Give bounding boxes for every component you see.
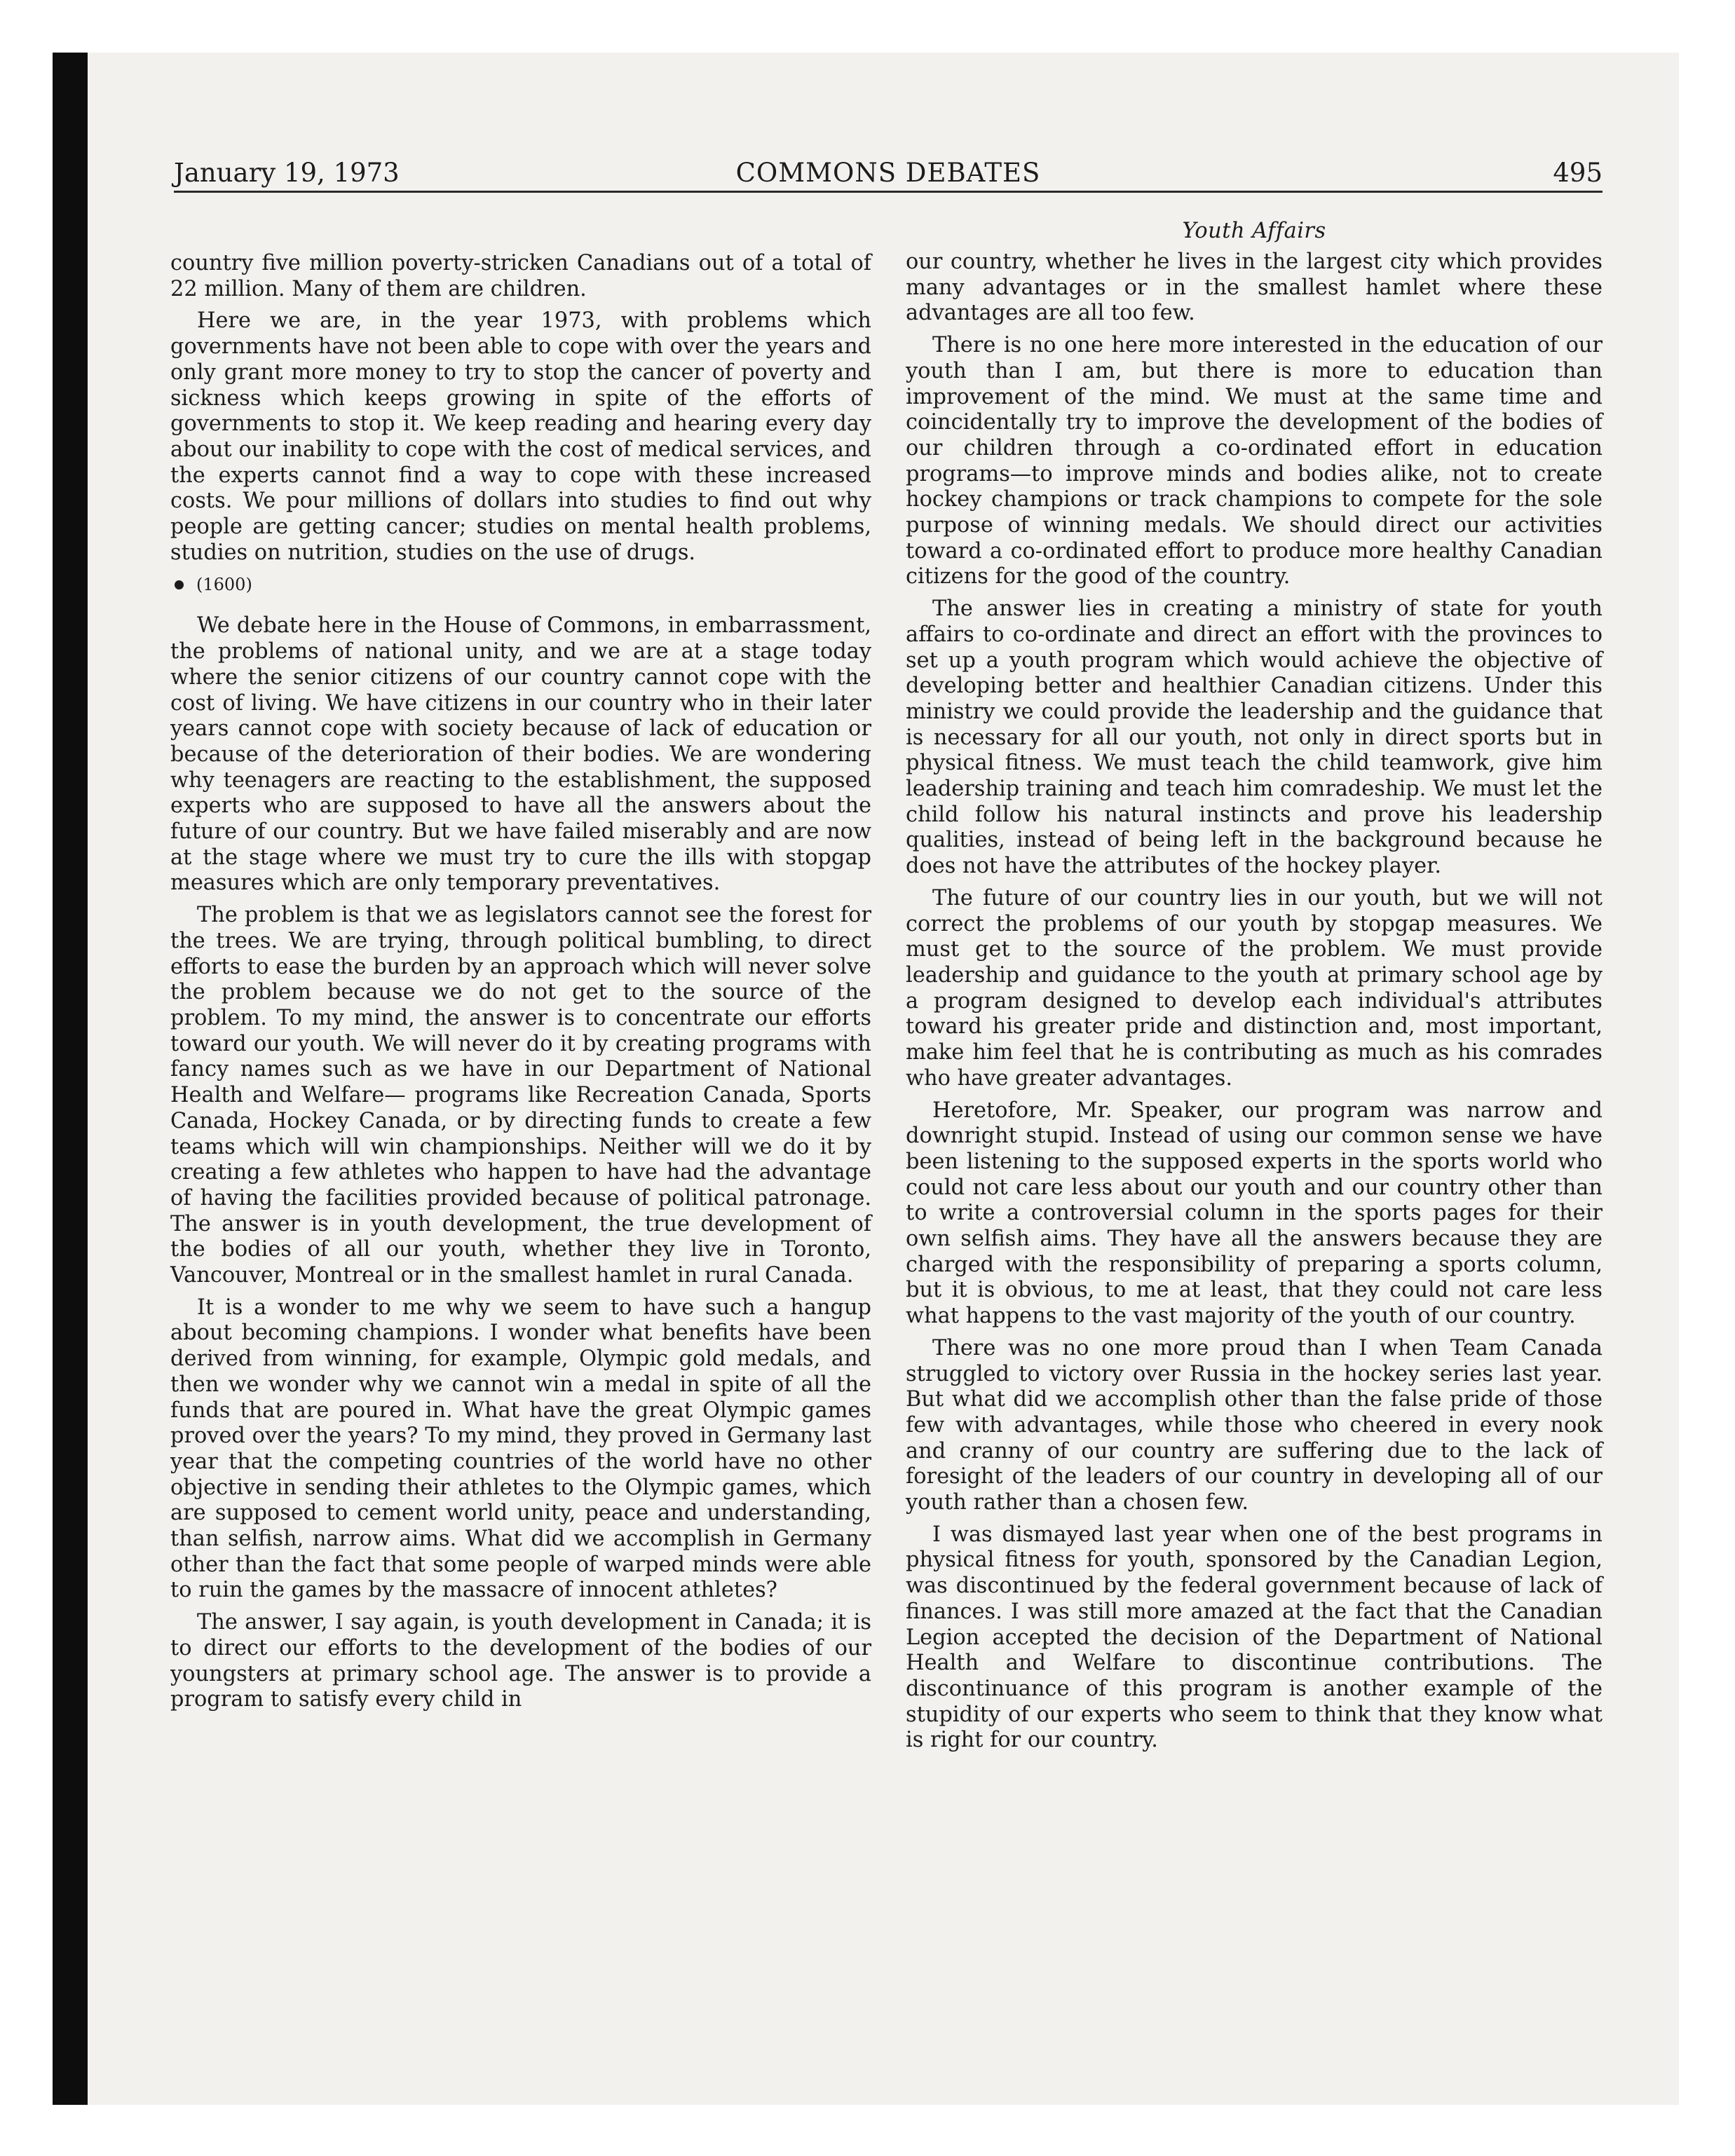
page-header [174,156,1603,193]
right-column [906,219,1603,1760]
paragraph: It is a wonder to me why we seem to have such a hangup about becoming champions. I wonder what benefits have been derived from winning, for example, Olympic gold medals, and then we wonder why we cannot win a medal in spite of all the funds that are poured in. What have the great Olympic games proved over the years? To my mind, they proved in Germany last year that the competing countries of the world have no other objective in sending their athletes to the Olympic games, which are supposed to cement world unity, peace and understanding, than selfish, narrow aims. What did we accomplish in Germany other than the fact that some people of warped minds were able to ruin the games by the massacre of innocent athletes? [170,1295,871,1603]
header-title: COMMONS DEBATES [735,158,1041,188]
scan-binding-edge [53,53,88,2105]
section-heading: Youth Affairs [1182,219,1326,243]
bullet-icon [175,580,184,589]
page-number: 495 [1553,158,1603,188]
header-date: January 19, 1973 [174,158,400,188]
time-marker [170,574,871,595]
paragraph: country five million poverty-stricken Canadians out of a total of 22 million. Many of them are children. [170,251,871,301]
paragraph: The answer lies in creating a ministry of state for youth affairs to co-ordinate and direct an effort with the provinces to set up a youth program which would achieve the objective of developing better and healthier Canadian citizens. Under this ministry we could provide the leadership and the guidance that is necessary for all our youth, not only in direct sports but in physical fitness. We must teach the child teamwork, give him leadership training and teach him comradeship. We must let the child follow his natural instincts and prove his leadership qualities, instead of being left in the background because he does not have the attributes of the hockey player. [906,596,1603,879]
paragraph: I was dismayed last year when one of the best programs in physical fitness for youth, sponsored by the Canadian Legion, was discontinued by the federal government because of lack of finances. I was still more amazed at the fact that the Canadian Legion accepted the decision of the Department of National Health and Welfare to discontinue contributions. The discontinuance of this program is another example of the stupidity of our experts who seem to think that they know what is right for our country. [906,1522,1603,1753]
paragraph: We debate here in the House of Commons, in embarrassment, the problems of national unity, and we are at a stage today where the senior citizens of our country cannot cope with the cost of living. We have citizens in our country who in their later years cannot cope with society because of lack of education or because of the deterioration of their bodies. We are wondering why teenagers are reacting to the establishment, the supposed experts who are supposed to have all the answers about the future of our country. But we have failed miserably and are now at the stage where we must try to cure the ills with stopgap measures which are only temporary preventatives. [170,613,871,896]
paragraph: our country, whether he lives in the largest city which provides many advantages or in the smallest hamlet where these advantages are all too few. [906,250,1603,326]
time-marker-label: (1600) [196,575,252,595]
paragraph: There is no one here more interested in the education of our youth than I am, but there is more to education than improvement of the mind. We must at the same time and coincidentally try to improve the development of the bodies of our children through a co-ordinated effort in education programs—to improve minds and bodies alike, not to create hockey champions or track champions to compete for the sole purpose of winning medals. We should direct our activities toward a co-ordinated effort to produce more healthy Canadian citizens for the good of the country. [906,333,1603,589]
left-column [170,251,871,1719]
paragraph: The problem is that we as legislators cannot see the forest for the trees. We are trying, through political bumbling, to direct efforts to ease the burden by an approach which will never solve the problem because we do not get to the source of the problem. To my mind, the answer is to concentrate our efforts toward our youth. We will never do it by creating programs with fancy names such as we have in our Department of National Health and Welfare— programs like Recreation Canada, Sports Canada, Hockey Canada, or by directing funds to create a few teams which will win championships. Neither will we do it by creating a few athletes who happen to have had the advantage of having the facilities provided because of political patronage. The answer is in youth development, the true development of the bodies of all our youth, whether they live in Toronto, Vancouver, Montreal or in the smallest hamlet in rural Canada. [170,903,871,1288]
paragraph: Here we are, in the year 1973, with problems which governments have not been able to cope with over the years and only grant more money to try to stop the cancer of poverty and sickness which keeps growing in spite of the efforts of governments to stop it. We keep reading and hearing every day about our inability to cope with the cost of medical services, and the experts cannot find a way to cope with these increased costs. We pour millions of dollars into studies to find out why people are getting cancer; studies on mental health problems, studies on nutrition, studies on the use of drugs. [170,308,871,565]
paragraph: Heretofore, Mr. Speaker, our program was narrow and downright stupid. Instead of using our common sense we have been listening to the supposed experts in the sports world who could not care less about our youth and our country other than to write a controversial column in the sports pages for their own selfish aims. They have all the answers because they are charged with the responsibility of preparing a sports column, but it is obvious, to me at least, that they could not care less what happens to the vast majority of the youth of our country. [906,1098,1603,1329]
paragraph: There was no one more proud than I when Team Canada struggled to victory over Russia in the hockey series last year. But what did we accomplish other than the false pride of those few with advantages, while those who cheered in every nook and cranny of our country are suffering due to the lack of foresight of the leaders of our country in developing all of our youth rather than a chosen few. [906,1335,1603,1515]
paragraph: The answer, I say again, is youth development in Canada; it is to direct our efforts to the development of the bodies of our youngsters at primary school age. The answer is to provide a program to satisfy every child in [170,1610,871,1712]
paragraph: The future of our country lies in our youth, but we will not correct the problems of our youth by stopgap measures. We must get to the source of the problem. We must provide leadership and guidance to the youth at primary school age by a program designed to develop each individual's attributes toward his greater pride and distinction and, most important, make him feel that he is contributing as much as his comrades who have greater advantages. [906,885,1603,1091]
